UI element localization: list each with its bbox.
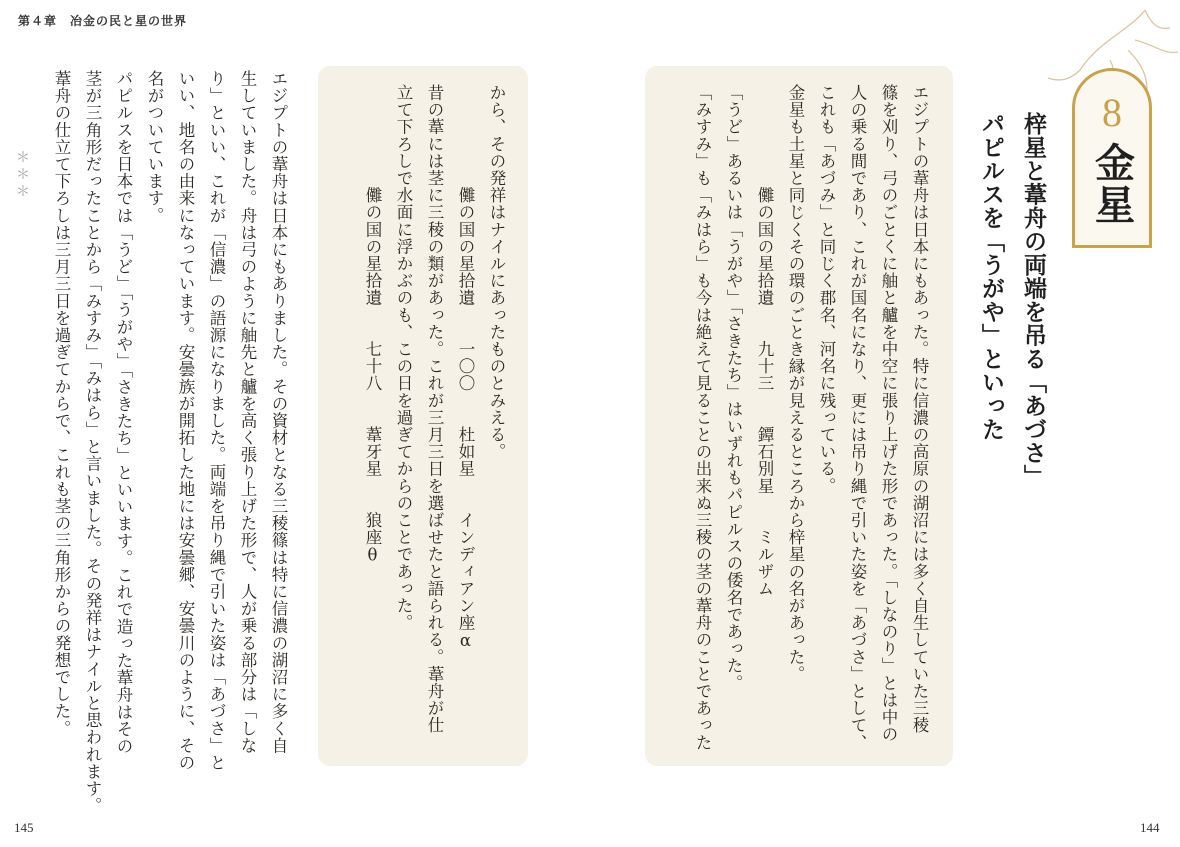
page-number-left: 145 [14, 820, 34, 835]
quote-line: 篠を刈り、弓のごとくに舳と艫を中空に張り上げた形であった。「しなのり」とは中の [879, 84, 898, 743]
quote-line: 金星も土星と同じくその環のごとき縁が見えるところから梓星の名があった。 [786, 84, 805, 683]
quote-line: 人の乗る間であり、これが国名になり、更には吊り縄で引いた姿を「あづさ」として、 [848, 84, 867, 751]
body-line: いい、地名の由来になっています。安曇族が開拓した地には安曇郷、安曇川のように、その [176, 70, 195, 772]
quote-line: 昔の葦には茎に三稜の類があった。これが三月三日を選ばせたと語られる。葦舟が仕 [425, 84, 444, 734]
quote-line: から、その発祥はナイルにあったものとみえる。 [487, 84, 506, 461]
quote-text-left [357, 84, 512, 774]
quote-line: エジプトの葦舟は日本にもあった。特に信濃の高原の湖沼には多く自生していた三稜 [910, 84, 929, 734]
chapter-number: 8 [1102, 90, 1122, 135]
page-number-right: 144 [1140, 820, 1160, 835]
quote-line: 「みすみ」も「みはら」も今は絶えて見ることの出来ぬ三稜の茎の葦舟のことであった [693, 84, 712, 751]
chapter-title: 金星 [1088, 142, 1135, 226]
body-text [44, 70, 294, 815]
body-line: 葦舟の仕立て下ろしは三月三日を過ぎてからで、これも茎の三角形からの発想でした。 [52, 70, 71, 737]
section-separator: ＊＊＊ [14, 150, 30, 201]
body-line: 茎が三角形だったことから「みすみ」「みはら」と言いました。その発祥はナイルと思われます。 [83, 70, 102, 815]
quote-line: これも「あづみ」と同じく郡名、河名に残っている。 [817, 84, 836, 495]
section-headline [970, 112, 1054, 488]
quote-citation: 儺の国の星拾遺 一〇〇 杜如星 インディアン座α [456, 84, 475, 651]
body-line: パピルスを日本では「うど」「うがや」「さきたち」といいます。これで造った葦舟はその [114, 70, 133, 755]
chapter-badge [1072, 68, 1152, 248]
headline-line: パピルスを「うがや」といった [978, 112, 1004, 441]
quote-box-left [318, 66, 528, 766]
quote-line: 「うど」あるいは「うがや」「さきたち」はいずれもパピルスの倭名であった。 [724, 84, 743, 692]
quote-citation: 儺の国の星拾遺 七十八 葦牙星 狼座θ [363, 84, 382, 566]
quote-text-right [687, 84, 935, 774]
body-line: エジプトの葦舟は日本にもありました。その資材となる三稜篠は特に信濃の湖沼に多く自 [269, 70, 288, 754]
body-line: 生していました。舟は弓のように舳先と艫を高く張り上げた形で、人が乗る部分は「しな [238, 70, 257, 754]
quote-box-right [645, 66, 953, 766]
body-line: 名がついています。 [145, 70, 164, 224]
running-header: 第４章 冶金の民と星の世界 [18, 14, 188, 28]
quote-line: 立て下ろしで水面に浮かぶのも、この日を過ぎてからのことであった。 [394, 84, 413, 632]
headline-line: 梓星と葦舟の両端を吊る「あづさ」 [1020, 112, 1046, 488]
body-line: り」といい、これが「信濃」の語源になりました。両端を吊り縄で引いた姿は「あづさ」と [207, 70, 226, 772]
quote-citation: 儺の国の星拾遺 九十三 鐔石別星 ミルザム [755, 84, 774, 597]
